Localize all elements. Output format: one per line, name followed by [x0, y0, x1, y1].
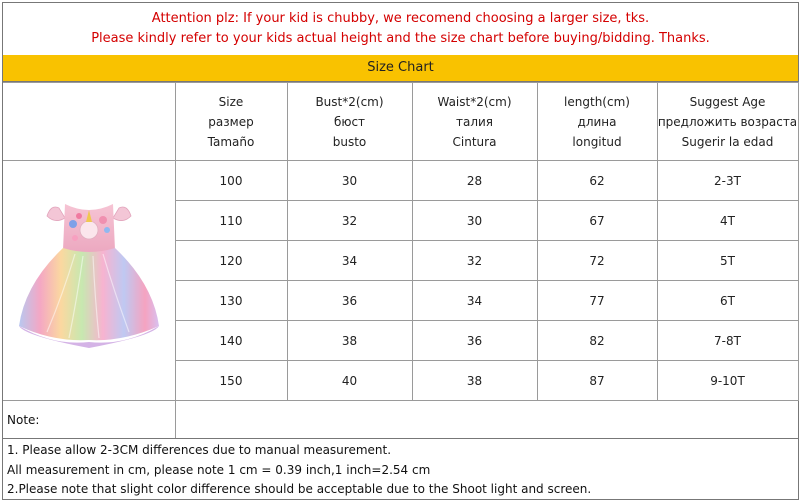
waist-cell: 32: [412, 241, 537, 281]
length-cell: 77: [537, 281, 657, 321]
footer-line-2: All measurement in cm, please note 1 cm = 0.39 inch,1 inch=2.54 cm: [7, 463, 431, 477]
header-text: Suggest Age: [689, 94, 766, 109]
attention-line-1: Attention plz: If your kid is chubby, we recomend choosing a larger size, tks.: [151, 11, 650, 26]
table-row: [3, 161, 798, 201]
bust-cell: 30: [287, 161, 412, 201]
bust-cell: 36: [287, 281, 412, 321]
dress-image-cell: [3, 161, 175, 401]
header-text: предложить возраста: [657, 114, 798, 129]
header-text: бюст: [333, 114, 366, 129]
attention-line-2: Please kindly refer to your kids actual height and the size chart before buying/bidding. Thanks.: [91, 31, 710, 46]
header-suggest-age: [657, 83, 798, 161]
header-text: длина: [577, 114, 617, 129]
waist-cell: 38: [412, 361, 537, 401]
waist-cell: 28: [412, 161, 537, 201]
size-cell: 140: [175, 321, 287, 361]
waist-cell: 36: [412, 321, 537, 361]
bust-cell: 38: [287, 321, 412, 361]
header-text: размер: [208, 114, 254, 129]
header-length: [537, 83, 657, 161]
size-table: [3, 82, 799, 401]
waist-cell: 34: [412, 281, 537, 321]
length-cell: 72: [537, 241, 657, 281]
age-cell: 4T: [657, 201, 798, 241]
length-cell: 82: [537, 321, 657, 361]
header-text: longitud: [572, 134, 622, 149]
header-text: Tamaño: [207, 134, 255, 149]
age-cell: 2-3T: [657, 161, 798, 201]
header-waist: [412, 83, 537, 161]
waist-cell: 30: [412, 201, 537, 241]
header-text: Cintura: [452, 134, 497, 149]
bust-cell: 40: [287, 361, 412, 401]
header-size: [175, 83, 287, 161]
header-text: Waist*2(cm): [437, 94, 512, 109]
bust-cell: 34: [287, 241, 412, 281]
header-text: Size: [218, 94, 244, 109]
size-cell: 110: [175, 201, 287, 241]
size-chart-title-bar: Size Chart: [3, 55, 798, 82]
footer-line-3: 2.Please note that slight color difference should be acceptable due to the Shoot light and screen.: [7, 482, 592, 496]
header-empty-cell: [3, 83, 175, 161]
dress-image: [3, 164, 175, 398]
header-text: length(cm): [564, 94, 630, 109]
attention-banner: [3, 3, 798, 56]
bust-cell: 32: [287, 201, 412, 241]
length-cell: 62: [537, 161, 657, 201]
length-cell: 87: [537, 361, 657, 401]
age-cell: 7-8T: [657, 321, 798, 361]
table-header-row: [3, 83, 798, 161]
size-chart-sheet: [2, 2, 799, 500]
size-cell: 100: [175, 161, 287, 201]
header-text: талия: [455, 114, 494, 129]
size-cell: 130: [175, 281, 287, 321]
note-divider: [175, 401, 176, 438]
length-cell: 67: [537, 201, 657, 241]
header-text: Bust*2(cm): [315, 94, 384, 109]
size-cell: 150: [175, 361, 287, 401]
header-text: Sugerir la edad: [681, 134, 774, 149]
header-bust: [287, 83, 412, 161]
age-cell: 9-10T: [657, 361, 798, 401]
note-label: Note:: [7, 413, 40, 427]
note-row: [3, 401, 798, 439]
age-cell: 5T: [657, 241, 798, 281]
size-cell: 120: [175, 241, 287, 281]
header-text: busto: [332, 134, 367, 149]
age-cell: 6T: [657, 281, 798, 321]
footer-line-1: 1. Please allow 2-3CM differences due to manual measurement.: [7, 443, 392, 457]
